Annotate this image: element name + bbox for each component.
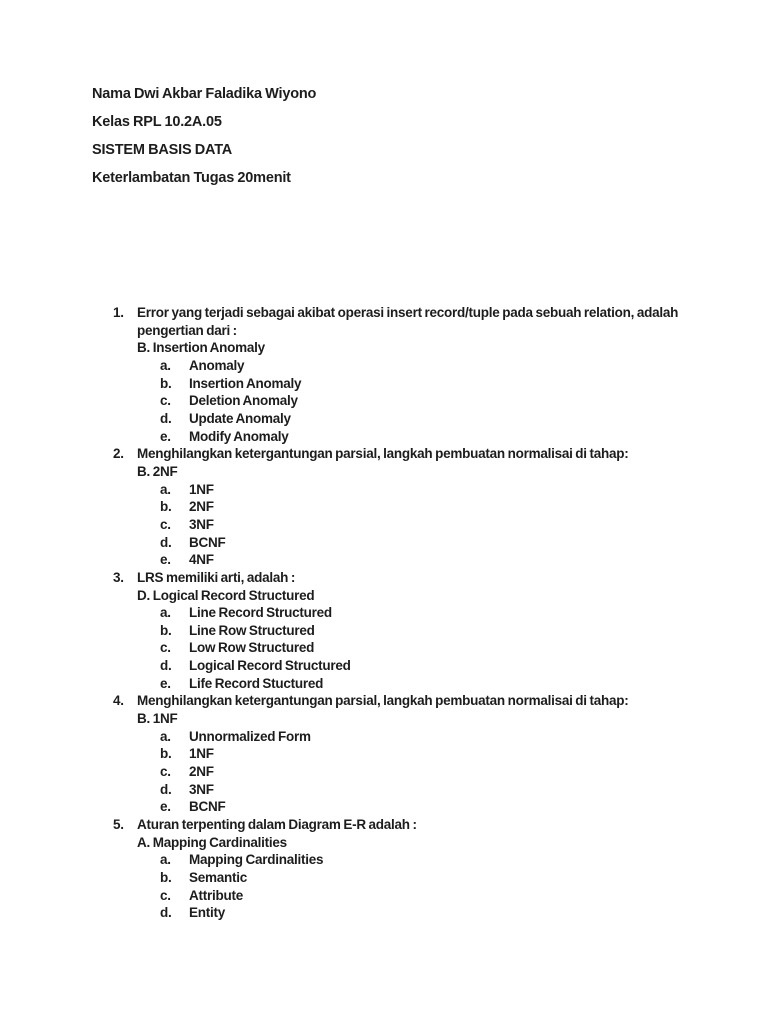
option-letter: a. bbox=[160, 605, 171, 621]
question-5-text-line-1 bbox=[0, 816, 768, 834]
option-text: 2NF bbox=[189, 764, 214, 780]
option-text: Life Record Stuctured bbox=[189, 675, 324, 691]
option-letter: a. bbox=[160, 852, 171, 868]
question-number: 4. bbox=[113, 693, 124, 709]
option-letter: d. bbox=[160, 781, 172, 797]
header-line-name: Nama Dwi Akbar Faladika Wiyono bbox=[92, 86, 317, 102]
question-3-text-line-1 bbox=[0, 569, 768, 587]
document-header bbox=[92, 80, 316, 192]
option-letter: e. bbox=[160, 799, 171, 815]
option-text: Modify Anomaly bbox=[189, 428, 289, 444]
option-letter: d. bbox=[160, 534, 172, 550]
option-letter: b. bbox=[160, 499, 172, 515]
question-1-option-a bbox=[0, 357, 768, 375]
option-letter: b. bbox=[160, 746, 172, 762]
question-number: 1. bbox=[113, 305, 124, 320]
option-letter: b. bbox=[160, 375, 172, 391]
question-1-text-line-1 bbox=[0, 304, 768, 322]
option-text: Semantic bbox=[189, 870, 248, 885]
question-2 bbox=[0, 445, 768, 569]
question-3 bbox=[0, 569, 768, 693]
option-letter: c. bbox=[160, 764, 171, 780]
question-text: Menghilangkan ketergantungan parsial, langkah pembuatan normalisai di tahap: bbox=[137, 446, 629, 462]
option-text: Insertion Anomaly bbox=[189, 375, 302, 391]
option-text: Line Record Structured bbox=[189, 605, 332, 621]
option-letter: a. bbox=[160, 728, 171, 744]
header-line-note: Keterlambatan Tugas 20menit bbox=[92, 170, 291, 186]
question-3-answer-key: D. Logical Record Structured bbox=[137, 587, 315, 603]
question-number: 3. bbox=[113, 569, 124, 585]
question-4-answer-key: B. 1NF bbox=[137, 711, 178, 727]
question-2-text-line-1 bbox=[0, 445, 768, 463]
option-text: Line Row Structured bbox=[189, 622, 315, 638]
question-5 bbox=[0, 816, 768, 922]
option-text: 2NF bbox=[189, 499, 214, 515]
question-text: LRS memiliki arti, adalah : bbox=[137, 569, 296, 585]
option-text: 4NF bbox=[189, 552, 214, 568]
question-1-text-line-2: pengertian dari : bbox=[137, 322, 237, 338]
question-5-option-a bbox=[0, 851, 768, 869]
option-text: Entity bbox=[189, 905, 226, 921]
question-2-option-e bbox=[0, 551, 768, 569]
question-4-option-a bbox=[0, 728, 768, 746]
option-text: Mapping Cardinalities bbox=[189, 852, 324, 868]
question-2-option-a bbox=[0, 481, 768, 499]
question-4-option-c bbox=[0, 763, 768, 781]
question-1 bbox=[0, 304, 768, 445]
question-3-option-c bbox=[0, 639, 768, 657]
option-letter: b. bbox=[160, 622, 172, 638]
question-3-option-d bbox=[0, 657, 768, 675]
option-letter: d. bbox=[160, 658, 172, 674]
option-text: Attribute bbox=[189, 887, 243, 903]
question-5-answer-key: A. Mapping Cardinalities bbox=[137, 834, 287, 850]
question-2-option-b bbox=[0, 498, 768, 516]
question-1-answer-key: B. Insertion Anomaly bbox=[137, 340, 265, 356]
question-4-option-e bbox=[0, 798, 768, 816]
question-text: Menghilangkan ketergantungan parsial, langkah pembuatan normalisai di tahap: bbox=[137, 693, 629, 709]
question-3-option-a bbox=[0, 604, 768, 622]
option-letter: c. bbox=[160, 640, 171, 656]
question-2-option-d bbox=[0, 534, 768, 552]
question-3-option-e bbox=[0, 675, 768, 693]
question-1-option-d bbox=[0, 410, 768, 428]
question-2-answer-key: B. 2NF bbox=[137, 463, 178, 479]
option-text: 1NF bbox=[189, 746, 214, 762]
option-text: Update Anomaly bbox=[189, 410, 291, 426]
question-4-option-b bbox=[0, 745, 768, 763]
option-text: Logical Record Structured bbox=[189, 658, 351, 674]
option-text: 3NF bbox=[189, 516, 214, 532]
question-5-option-b bbox=[0, 869, 768, 887]
option-letter: d. bbox=[160, 905, 172, 921]
option-letter: a. bbox=[160, 357, 171, 373]
option-text: 3NF bbox=[189, 781, 214, 797]
question-1-option-b bbox=[0, 375, 768, 393]
option-text: Low Row Structured bbox=[189, 640, 315, 656]
question-3-option-b bbox=[0, 622, 768, 640]
option-letter: e. bbox=[160, 428, 171, 444]
option-letter: e. bbox=[160, 675, 171, 691]
header-line-course: SISTEM BASIS DATA bbox=[92, 142, 233, 158]
question-4-option-d bbox=[0, 781, 768, 799]
question-number: 2. bbox=[113, 446, 124, 462]
question-4-text-line-1 bbox=[0, 692, 768, 710]
option-letter: c. bbox=[160, 887, 171, 903]
header-line-class: Kelas RPL 10.2A.05 bbox=[92, 114, 222, 130]
option-text: Deletion Anomaly bbox=[189, 393, 298, 409]
question-text: Aturan terpenting dalam Diagram E-R adalah : bbox=[137, 817, 417, 833]
question-5-option-d bbox=[0, 904, 768, 922]
question-text: Error yang terjadi sebagai akibat operasi insert record/tuple pada sebuah relation, adalah bbox=[137, 305, 679, 320]
question-4 bbox=[0, 692, 768, 816]
option-letter: c. bbox=[160, 393, 171, 409]
option-letter: a. bbox=[160, 481, 171, 497]
question-list bbox=[0, 304, 768, 922]
option-text: Unnormalized Form bbox=[189, 728, 311, 744]
option-letter: c. bbox=[160, 516, 171, 532]
question-1-option-c bbox=[0, 392, 768, 410]
option-text: BCNF bbox=[189, 534, 226, 550]
option-text: 1NF bbox=[189, 481, 214, 497]
option-letter: b. bbox=[160, 870, 172, 885]
option-text: Anomaly bbox=[189, 357, 245, 373]
option-letter: e. bbox=[160, 552, 171, 568]
option-letter: d. bbox=[160, 410, 172, 426]
question-number: 5. bbox=[113, 817, 124, 833]
question-5-option-c bbox=[0, 887, 768, 905]
question-2-option-c bbox=[0, 516, 768, 534]
question-1-option-e bbox=[0, 428, 768, 446]
option-text: BCNF bbox=[189, 799, 226, 815]
